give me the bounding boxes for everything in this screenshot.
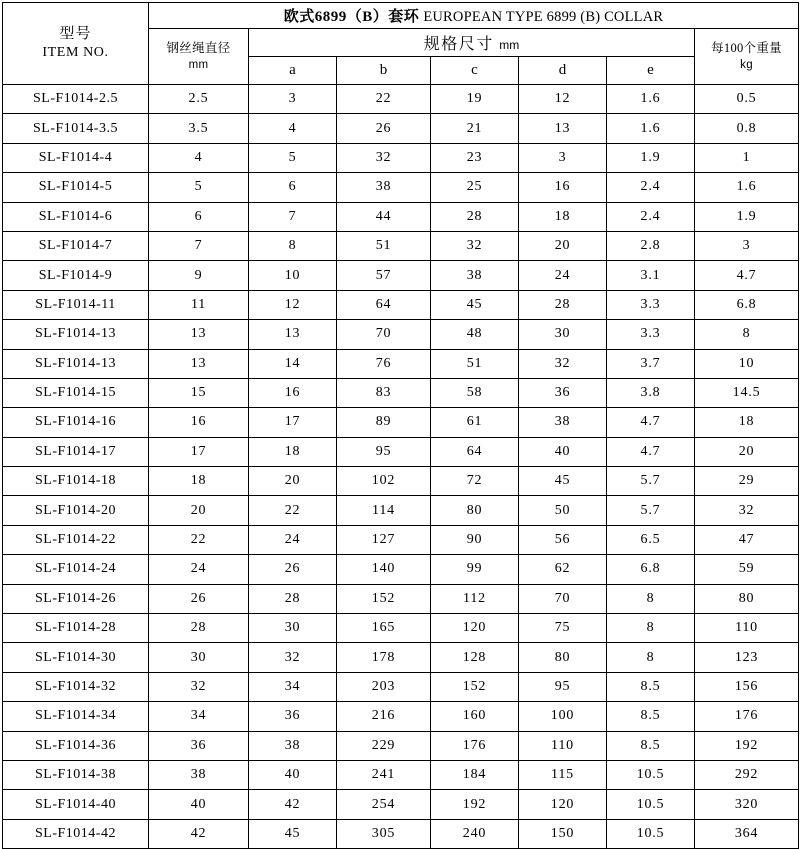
table-cell: 150 <box>519 819 607 848</box>
cell-item-no: SL-F1014-16 <box>3 408 149 437</box>
table-cell: 241 <box>337 760 431 789</box>
cell-item-no: SL-F1014-7 <box>3 231 149 260</box>
table-cell: 8.5 <box>607 731 695 760</box>
table-cell: 32 <box>695 496 799 525</box>
cell-item-no: SL-F1014-3.5 <box>3 114 149 143</box>
table-cell: 178 <box>337 643 431 672</box>
table-cell: 18 <box>695 408 799 437</box>
table-cell: 3.5 <box>149 114 249 143</box>
table-row <box>3 378 799 407</box>
table-cell: 1.6 <box>695 173 799 202</box>
table-cell: 50 <box>519 496 607 525</box>
table-cell: 13 <box>149 349 249 378</box>
table-cell: 176 <box>695 702 799 731</box>
table-cell: 128 <box>431 643 519 672</box>
table-cell: 95 <box>337 437 431 466</box>
table-row <box>3 555 799 584</box>
cell-item-no: SL-F1014-34 <box>3 702 149 731</box>
table-cell: 8 <box>695 320 799 349</box>
table-row <box>3 261 799 290</box>
table-row <box>3 231 799 260</box>
table-cell: 156 <box>695 672 799 701</box>
cell-item-no: SL-F1014-38 <box>3 760 149 789</box>
table-cell: 3 <box>519 143 607 172</box>
header-wire-diameter-unit: mm <box>188 59 209 72</box>
table-cell: 20 <box>249 467 337 496</box>
table-cell: 6 <box>149 202 249 231</box>
cell-item-no: SL-F1014-26 <box>3 584 149 613</box>
cell-item-no: SL-F1014-13 <box>3 320 149 349</box>
table-cell: 24 <box>519 261 607 290</box>
table-row <box>3 467 799 496</box>
cell-item-no: SL-F1014-22 <box>3 525 149 554</box>
table-cell: 61 <box>431 408 519 437</box>
table-cell: 292 <box>695 760 799 789</box>
table-row <box>3 790 799 819</box>
table-cell: 102 <box>337 467 431 496</box>
header-item-no-cn: 型号 <box>59 25 92 42</box>
table-cell: 100 <box>519 702 607 731</box>
table-row <box>3 525 799 554</box>
table-cell: 80 <box>519 643 607 672</box>
table-cell: 229 <box>337 731 431 760</box>
table-cell: 75 <box>519 614 607 643</box>
table-cell: 18 <box>149 467 249 496</box>
table-cell: 22 <box>149 525 249 554</box>
table-cell: 51 <box>431 349 519 378</box>
table-cell: 3.1 <box>607 261 695 290</box>
table-row <box>3 143 799 172</box>
table-cell: 13 <box>149 320 249 349</box>
table-row <box>3 114 799 143</box>
header-col-c: c <box>431 57 519 85</box>
table-cell: 80 <box>695 584 799 613</box>
table-cell: 5.7 <box>607 467 695 496</box>
table-cell: 25 <box>431 173 519 202</box>
table-cell: 13 <box>519 114 607 143</box>
table-cell: 192 <box>695 731 799 760</box>
table-cell: 90 <box>431 525 519 554</box>
table-cell: 3.3 <box>607 290 695 319</box>
table-cell: 36 <box>149 731 249 760</box>
header-col-e: e <box>607 57 695 85</box>
table-cell: 36 <box>249 702 337 731</box>
table-cell: 24 <box>149 555 249 584</box>
header-col-d: d <box>519 57 607 85</box>
table-body <box>3 85 799 849</box>
cell-item-no: SL-F1014-42 <box>3 819 149 848</box>
table-cell: 120 <box>519 790 607 819</box>
cell-item-no: SL-F1014-30 <box>3 643 149 672</box>
table-cell: 14.5 <box>695 378 799 407</box>
table-cell: 47 <box>695 525 799 554</box>
table-cell: 22 <box>337 85 431 114</box>
table-cell: 45 <box>519 467 607 496</box>
table-cell: 140 <box>337 555 431 584</box>
table-cell: 38 <box>337 173 431 202</box>
table-row <box>3 437 799 466</box>
table-cell: 0.5 <box>695 85 799 114</box>
table-cell: 5 <box>249 143 337 172</box>
table-cell: 254 <box>337 790 431 819</box>
header-item-no <box>3 3 149 85</box>
table-cell: 3.8 <box>607 378 695 407</box>
table-cell: 2.4 <box>607 202 695 231</box>
cell-item-no: SL-F1014-6 <box>3 202 149 231</box>
cell-item-no: SL-F1014-9 <box>3 261 149 290</box>
table-cell: 1.9 <box>607 143 695 172</box>
table-cell: 32 <box>249 643 337 672</box>
table-cell: 14 <box>249 349 337 378</box>
table-cell: 62 <box>519 555 607 584</box>
table-cell: 11 <box>149 290 249 319</box>
table-cell: 110 <box>695 614 799 643</box>
table-cell: 32 <box>337 143 431 172</box>
table-row <box>3 614 799 643</box>
table-cell: 240 <box>431 819 519 848</box>
table-cell: 56 <box>519 525 607 554</box>
table-cell: 30 <box>149 643 249 672</box>
table-cell: 2.5 <box>149 85 249 114</box>
table-cell: 20 <box>519 231 607 260</box>
table-cell: 95 <box>519 672 607 701</box>
table-cell: 152 <box>431 672 519 701</box>
table-cell: 38 <box>519 408 607 437</box>
table-cell: 4.7 <box>607 408 695 437</box>
table-cell: 83 <box>337 378 431 407</box>
header-weight-unit: kg <box>740 59 753 72</box>
table-cell: 120 <box>431 614 519 643</box>
table-cell: 160 <box>431 702 519 731</box>
table-cell: 38 <box>249 731 337 760</box>
table-title-en: EUROPEAN TYPE 6899 (B) COLLAR <box>423 9 664 25</box>
table-row <box>3 202 799 231</box>
table-cell: 4 <box>149 143 249 172</box>
table-cell: 9 <box>149 261 249 290</box>
table-cell: 17 <box>249 408 337 437</box>
cell-item-no: SL-F1014-11 <box>3 290 149 319</box>
table-cell: 7 <box>149 231 249 260</box>
table-cell: 4 <box>249 114 337 143</box>
table-cell: 40 <box>519 437 607 466</box>
table-cell: 3 <box>695 231 799 260</box>
table-cell: 4.7 <box>695 261 799 290</box>
table-cell: 58 <box>431 378 519 407</box>
table-cell: 1 <box>695 143 799 172</box>
table-row <box>3 85 799 114</box>
table-cell: 320 <box>695 790 799 819</box>
table-cell: 32 <box>519 349 607 378</box>
table-cell: 10 <box>249 261 337 290</box>
table-cell: 12 <box>519 85 607 114</box>
table-cell: 10.5 <box>607 790 695 819</box>
table-cell: 123 <box>695 643 799 672</box>
table-cell: 36 <box>519 378 607 407</box>
table-cell: 6.8 <box>695 290 799 319</box>
table-cell: 1.6 <box>607 85 695 114</box>
table-cell: 112 <box>431 584 519 613</box>
table-cell: 26 <box>337 114 431 143</box>
table-cell: 216 <box>337 702 431 731</box>
table-cell: 8 <box>607 584 695 613</box>
table-cell: 44 <box>337 202 431 231</box>
cell-item-no: SL-F1014-4 <box>3 143 149 172</box>
table-cell: 22 <box>249 496 337 525</box>
cell-item-no: SL-F1014-28 <box>3 614 149 643</box>
table-cell: 34 <box>249 672 337 701</box>
header-weight <box>695 29 799 85</box>
table-row <box>3 584 799 613</box>
table-cell: 48 <box>431 320 519 349</box>
table-cell: 152 <box>337 584 431 613</box>
table-cell: 8 <box>607 614 695 643</box>
table-row <box>3 349 799 378</box>
cell-item-no: SL-F1014-13 <box>3 349 149 378</box>
table-cell: 10 <box>695 349 799 378</box>
table-cell: 23 <box>431 143 519 172</box>
table-cell: 99 <box>431 555 519 584</box>
table-cell: 1.9 <box>695 202 799 231</box>
header-weight-cn: 每100个重量 <box>711 40 782 55</box>
table-cell: 32 <box>431 231 519 260</box>
table-cell: 64 <box>431 437 519 466</box>
table-cell: 12 <box>249 290 337 319</box>
table-cell: 45 <box>431 290 519 319</box>
table-cell: 59 <box>695 555 799 584</box>
table-cell: 3.3 <box>607 320 695 349</box>
table-cell: 18 <box>519 202 607 231</box>
cell-item-no: SL-F1014-18 <box>3 467 149 496</box>
table-cell: 70 <box>519 584 607 613</box>
table-cell: 51 <box>337 231 431 260</box>
table-row <box>3 819 799 848</box>
table-cell: 64 <box>337 290 431 319</box>
table-cell: 15 <box>149 378 249 407</box>
cell-item-no: SL-F1014-17 <box>3 437 149 466</box>
table-cell: 70 <box>337 320 431 349</box>
table-cell: 110 <box>519 731 607 760</box>
table-cell: 30 <box>249 614 337 643</box>
table-cell: 114 <box>337 496 431 525</box>
specification-table <box>2 2 799 849</box>
cell-item-no: SL-F1014-15 <box>3 378 149 407</box>
table-cell: 80 <box>431 496 519 525</box>
table-cell: 7 <box>249 202 337 231</box>
header-item-no-en: ITEM NO. <box>42 45 109 61</box>
table-cell: 28 <box>249 584 337 613</box>
table-row <box>3 408 799 437</box>
table-cell: 8 <box>607 643 695 672</box>
table-cell: 3.7 <box>607 349 695 378</box>
cell-item-no: SL-F1014-20 <box>3 496 149 525</box>
table-cell: 76 <box>337 349 431 378</box>
table-cell: 8 <box>249 231 337 260</box>
table-row <box>3 731 799 760</box>
table-cell: 6 <box>249 173 337 202</box>
table-cell: 16 <box>519 173 607 202</box>
table-cell: 10.5 <box>607 819 695 848</box>
table-cell: 305 <box>337 819 431 848</box>
table-cell: 165 <box>337 614 431 643</box>
table-cell: 6.8 <box>607 555 695 584</box>
table-cell: 6.5 <box>607 525 695 554</box>
table-cell: 20 <box>149 496 249 525</box>
table-cell: 57 <box>337 261 431 290</box>
table-cell: 40 <box>249 760 337 789</box>
cell-item-no: SL-F1014-36 <box>3 731 149 760</box>
table-cell: 3 <box>249 85 337 114</box>
table-cell: 16 <box>149 408 249 437</box>
table-row <box>3 760 799 789</box>
table-cell: 26 <box>149 584 249 613</box>
table-row <box>3 496 799 525</box>
table-cell: 13 <box>249 320 337 349</box>
table-cell: 203 <box>337 672 431 701</box>
table-cell: 127 <box>337 525 431 554</box>
table-cell: 42 <box>149 819 249 848</box>
table-title-cn: 欧式6899（B）套环 <box>283 9 420 25</box>
table-cell: 10.5 <box>607 760 695 789</box>
header-col-a: a <box>249 57 337 85</box>
table-cell: 0.8 <box>695 114 799 143</box>
table-header <box>3 3 799 85</box>
table-cell: 28 <box>431 202 519 231</box>
table-cell: 38 <box>431 261 519 290</box>
table-cell: 72 <box>431 467 519 496</box>
table-cell: 5.7 <box>607 496 695 525</box>
table-cell: 18 <box>249 437 337 466</box>
table-cell: 42 <box>249 790 337 819</box>
table-cell: 21 <box>431 114 519 143</box>
table-cell: 26 <box>249 555 337 584</box>
table-cell: 28 <box>519 290 607 319</box>
table-cell: 192 <box>431 790 519 819</box>
table-cell: 176 <box>431 731 519 760</box>
table-cell: 17 <box>149 437 249 466</box>
table-cell: 1.6 <box>607 114 695 143</box>
header-wire-diameter <box>149 29 249 85</box>
table-cell: 16 <box>249 378 337 407</box>
table-cell: 2.8 <box>607 231 695 260</box>
table-cell: 32 <box>149 672 249 701</box>
table-cell: 24 <box>249 525 337 554</box>
table-cell: 30 <box>519 320 607 349</box>
table-cell: 8.5 <box>607 702 695 731</box>
table-cell: 20 <box>695 437 799 466</box>
header-col-b: b <box>337 57 431 85</box>
table-cell: 184 <box>431 760 519 789</box>
table-cell: 40 <box>149 790 249 819</box>
table-cell: 4.7 <box>607 437 695 466</box>
table-cell: 28 <box>149 614 249 643</box>
header-dimensions <box>249 29 695 57</box>
table-row <box>3 643 799 672</box>
cell-item-no: SL-F1014-24 <box>3 555 149 584</box>
table-row <box>3 672 799 701</box>
header-dimensions-cn: 规格尺寸 <box>423 36 494 53</box>
table-cell: 2.4 <box>607 173 695 202</box>
cell-item-no: SL-F1014-40 <box>3 790 149 819</box>
cell-item-no: SL-F1014-5 <box>3 173 149 202</box>
table-title <box>149 3 799 29</box>
table-cell: 5 <box>149 173 249 202</box>
table-cell: 364 <box>695 819 799 848</box>
table-cell: 38 <box>149 760 249 789</box>
table-cell: 29 <box>695 467 799 496</box>
table-cell: 89 <box>337 408 431 437</box>
cell-item-no: SL-F1014-2.5 <box>3 85 149 114</box>
header-wire-diameter-cn: 钢丝绳直径 <box>166 41 231 56</box>
table-row <box>3 702 799 731</box>
table-row <box>3 173 799 202</box>
table-cell: 34 <box>149 702 249 731</box>
header-dimensions-unit: mm <box>499 38 520 52</box>
table-row <box>3 320 799 349</box>
cell-item-no: SL-F1014-32 <box>3 672 149 701</box>
table-cell: 8.5 <box>607 672 695 701</box>
table-cell: 45 <box>249 819 337 848</box>
table-cell: 115 <box>519 760 607 789</box>
table-row <box>3 290 799 319</box>
table-cell: 19 <box>431 85 519 114</box>
